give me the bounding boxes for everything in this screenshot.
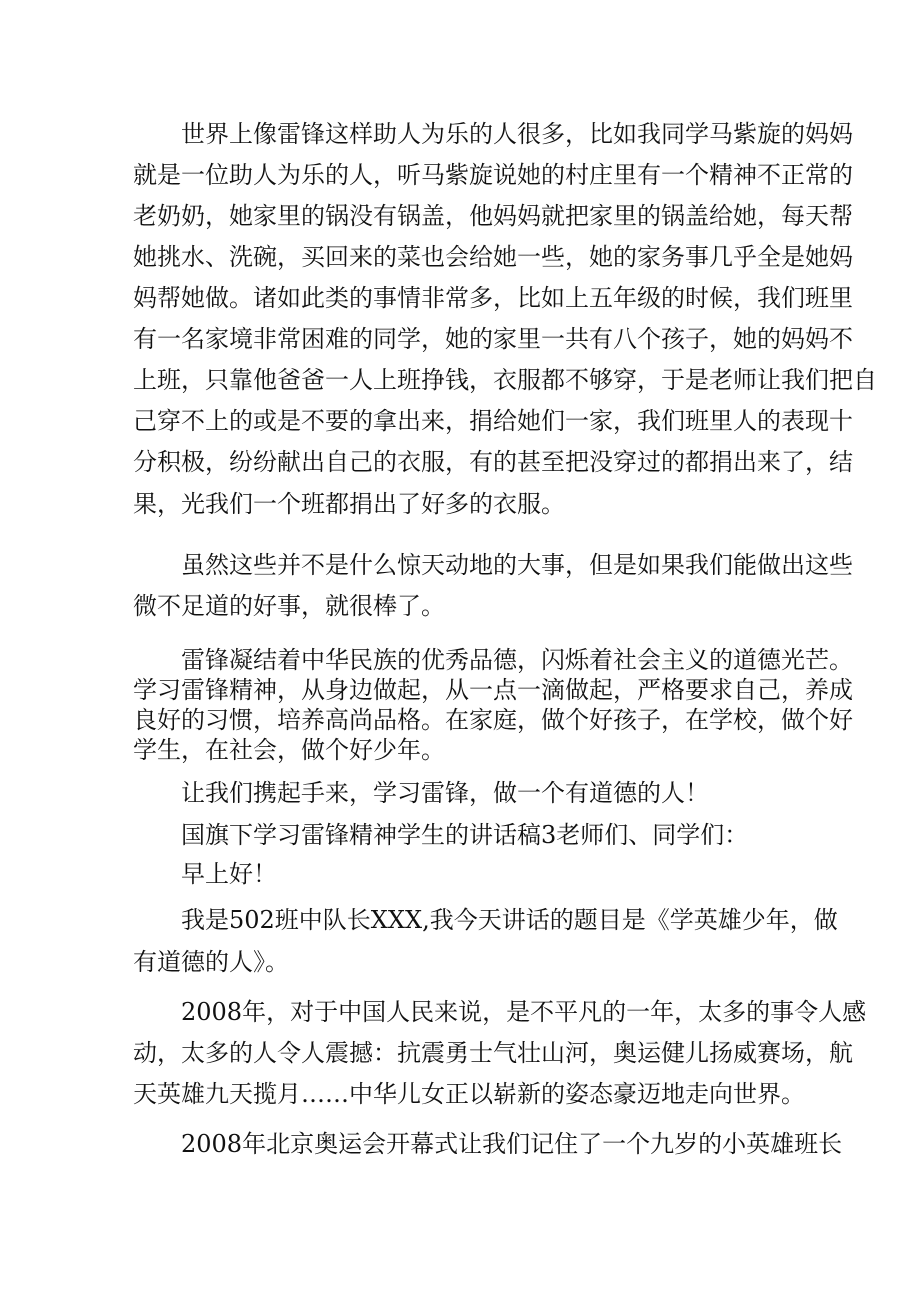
text-line: 有一名家境非常困难的同学，她的家里一共有八个孩子，她的妈妈不 (133, 325, 853, 353)
text-line: 2008年北京奥运会开幕式让我们记住了一个九岁的小英雄班长 (181, 1130, 843, 1158)
text-line: 己穿不上的或是不要的拿出来，捐给她们一家，我们班里人的表现十 (133, 407, 853, 435)
text-line: 她挑水、洗碗，买回来的菜也会给她一些，她的家务事几乎全是她妈 (133, 243, 853, 271)
text-line: 我是502班中队长XXX,我今天讲话的题目是《学英雄少年，做 (181, 906, 838, 934)
text-line: 分积极，纷纷献出自己的衣服，有的甚至把没穿过的都捐出来了，结 (133, 448, 853, 476)
text-line: 早上好！ (181, 860, 277, 888)
text-line: 有道德的人》。 (133, 948, 289, 976)
text-line: 果，光我们一个班都捐出了好多的衣服。 (133, 490, 565, 518)
text-line: 2008年，对于中国人民来说，是不平凡的一年，太多的事令人感 (181, 998, 867, 1026)
text-line: 让我们携起手来，学习雷锋，做一个有道德的人！ (181, 779, 709, 807)
text-line: 就是一位助人为乐的人，听马紫旋说她的村庄里有一个精神不正常的 (133, 161, 853, 189)
text-line: 老奶奶，她家里的锅没有锅盖，他妈妈就把家里的锅盖给她，每天帮 (133, 202, 853, 230)
text-line: 动，太多的人令人震撼：抗震勇士气壮山河，奥运健儿扬威赛场，航 (133, 1039, 853, 1067)
text-line: 国旗下学习雷锋精神学生的讲话稿3老师们、同学们： (181, 821, 749, 849)
text-line: 良好的习惯，培养高尚品格。在家庭，做个好孩子，在学校，做个好 (133, 706, 853, 734)
text-line: 雷锋凝结着中华民族的优秀品德，闪烁着社会主义的道德光芒。 (181, 646, 853, 674)
text-line: 妈帮她做。诸如此类的事情非常多，比如上五年级的时候，我们班里 (133, 284, 853, 312)
text-line: 学生，在社会，做个好少年。 (133, 736, 445, 764)
text-line: 上班，只靠他爸爸一人上班挣钱，衣服都不够穿，于是老师让我们把自 (133, 366, 877, 394)
text-line: 微不足道的好事，就很棒了。 (133, 592, 445, 620)
text-line: 学习雷锋精神，从身边做起，从一点一滴做起，严格要求自己，养成 (133, 676, 853, 704)
text-line: 世界上像雷锋这样助人为乐的人很多，比如我同学马紫旋的妈妈 (181, 120, 853, 148)
text-line: 虽然这些并不是什么惊天动地的大事，但是如果我们能做出这些 (181, 551, 853, 579)
text-line: 天英雄九天揽月……中华儿女正以崭新的姿态豪迈地走向世界。 (133, 1080, 805, 1108)
